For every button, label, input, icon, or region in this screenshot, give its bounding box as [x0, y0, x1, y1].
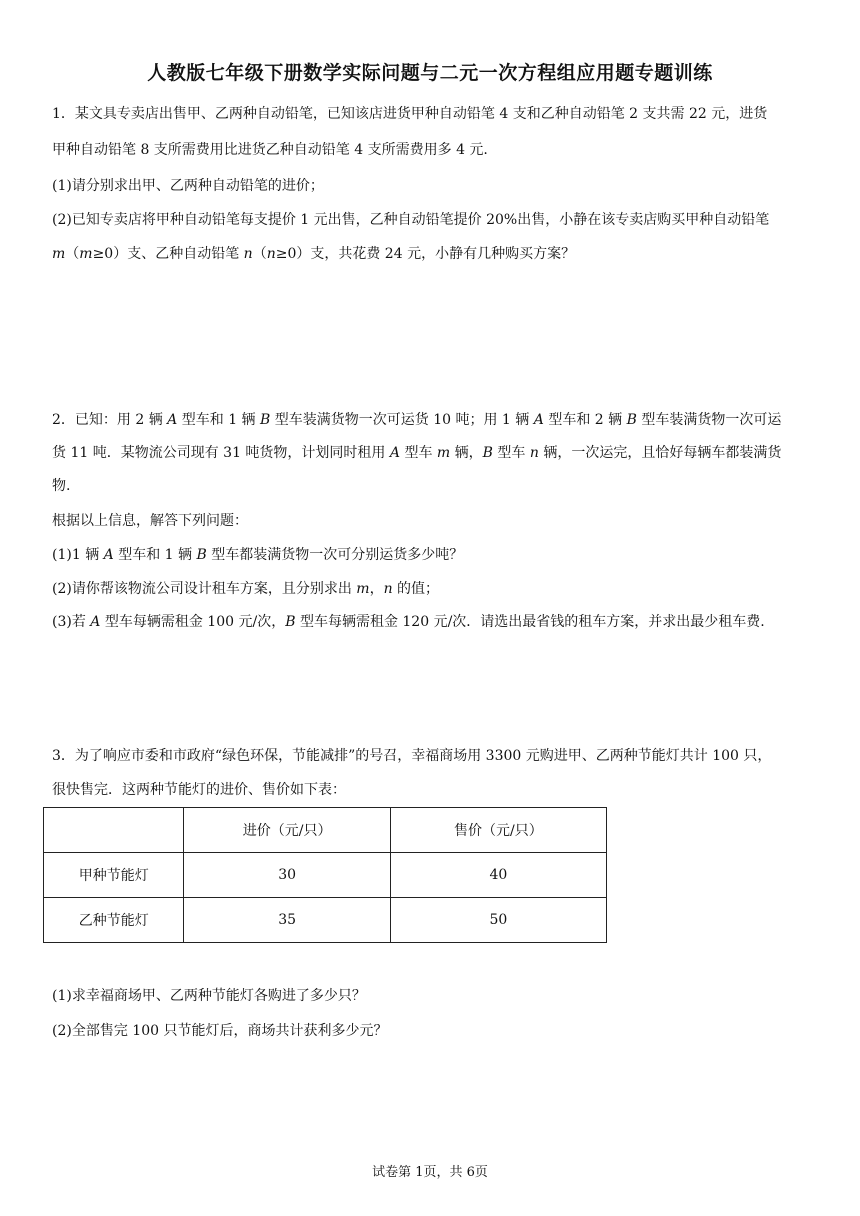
table-cell: 乙种节能灯: [44, 898, 184, 943]
q2-line-1: 2．已知：用 2 辆 A 型车和 1 辆 B 型车装满货物一次可运货 10 吨；用 1 辆 A 型车和 2 辆 B 型车装满货物一次可运: [52, 412, 782, 428]
table-cell: 50: [390, 898, 606, 943]
q2-part-3: (3)若 A 型车每辆需租金 100 元/次，B 型车每辆需租金 120 元/次．请选出最省钱的租车方案，并求出最少租车费.: [52, 614, 765, 630]
table-header-cell: 进价（元/只）: [184, 808, 390, 853]
q2-part-2: (2)请你帮该物流公司设计租车方案，且分别求出 m，n 的值；: [52, 581, 440, 597]
table-cell: 甲种节能灯: [44, 853, 184, 898]
table-header-cell: [44, 808, 184, 853]
page-footer: 试卷第 1页，共 6页: [372, 1165, 488, 1180]
table-cell: 40: [390, 853, 606, 898]
table-cell: 30: [184, 853, 390, 898]
table-cell: 35: [184, 898, 390, 943]
table-row: [44, 898, 607, 943]
price-table: [43, 807, 607, 943]
q1-part-2-line-2: m（m≥0）支、乙种自动铅笔 n（n≥0）支，共花费 24 元，小静有几种购买方案？: [52, 246, 576, 262]
document-title: 人教版七年级下册数学实际问题与二元一次方程组应用题专题训练: [147, 62, 713, 84]
q2-line-2: 货 11 吨．某物流公司现有 31 吨货物，计划同时租用 A 型车 m 辆，B 型车 n 辆，一次运完，且恰好每辆车都装满货: [52, 445, 782, 461]
q1-line-1: 1．某文具专卖店出售甲、乙两种自动铅笔，已知该店进货甲种自动铅笔 4 支和乙种自动铅笔 2 支共需 22 元，进货: [52, 106, 768, 122]
q1-line-2: 甲种自动铅笔 8 支所需费用比进货乙种自动铅笔 4 支所需费用多 4 元.: [52, 142, 488, 158]
table-header-row: [44, 808, 607, 853]
q1-part-1: (1)请分别求出甲、乙两种自动铅笔的进价；: [52, 178, 324, 194]
q2-intro: 根据以上信息，解答下列问题：: [52, 513, 248, 529]
q3-part-2: (2)全部售完 100 只节能灯后，商场共计获利多少元？: [52, 1023, 388, 1039]
q2-part-1: (1)1 辆 A 型车和 1 辆 B 型车都装满货物一次可分别运货多少吨？: [52, 547, 464, 563]
q3-part-1: (1)求幸福商场甲、乙两种节能灯各购进了多少只？: [52, 988, 366, 1004]
q2-line-3: 物.: [52, 478, 71, 494]
q1-part-2-line-1: (2)已知专卖店将甲种自动铅笔每支提价 1 元出售，乙种自动铅笔提价 20%出售，小静在该专卖店购买甲种自动铅笔: [52, 212, 770, 228]
q3-line-1: 3．为了响应市委和市政府“绿色环保，节能减排”的号召，幸福商场用 3300 元购进甲、乙两种节能灯共计 100 只，: [52, 748, 772, 764]
q3-line-2: 很快售完．这两种节能灯的进价、售价如下表：: [52, 782, 346, 798]
table-header-cell: 售价（元/只）: [390, 808, 606, 853]
table-row: [44, 853, 607, 898]
